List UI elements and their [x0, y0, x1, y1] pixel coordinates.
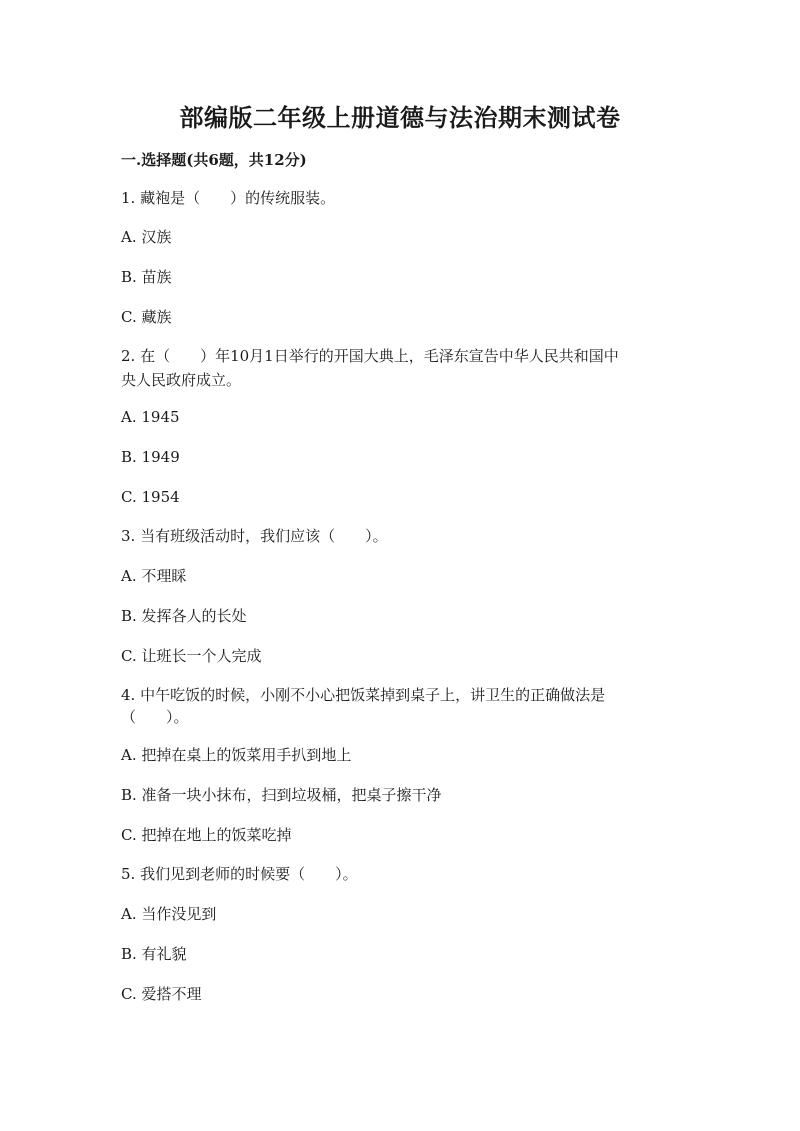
- question-3-option-b: B. 发挥各人的长处: [121, 607, 247, 625]
- question-4-stem-line-2: （ ）。: [121, 708, 189, 726]
- question-5-option-c: C. 爱搭不理: [121, 985, 202, 1003]
- question-5-option-a: A. 当作没见到: [121, 905, 217, 923]
- question-3-option-c: C. 让班长一个人完成: [121, 647, 262, 665]
- page-title: 部编版二年级上册道德与法治期末测试卷: [179, 103, 621, 132]
- question-2-option-b: B. 1949: [121, 448, 180, 466]
- question-3-stem: 3. 当有班级活动时，我们应该（ ）。: [121, 527, 388, 545]
- question-5-option-b: B. 有礼貌: [121, 945, 187, 963]
- question-1-option-b: B. 苗族: [121, 268, 172, 286]
- section-heading: 一.选择题(共6题，共12分): [121, 151, 307, 169]
- question-2-option-a: A. 1945: [121, 408, 180, 426]
- question-1-stem: 1. 藏袍是（ ）的传统服装。: [121, 189, 336, 207]
- question-2-option-c: C. 1954: [121, 488, 180, 506]
- question-1-option-a: A. 汉族: [121, 228, 172, 246]
- question-2-stem-line-1: 2. 在（ ）年10月1日举行的开国大典上，毛泽东宣告中华人民共和国中: [121, 347, 619, 365]
- question-4-option-b: B. 准备一块小抹布，扫到垃圾桶，把桌子擦干净: [121, 786, 442, 804]
- question-4-option-a: A. 把掉在桌上的饭菜用手扒到地上: [121, 746, 352, 764]
- question-4-option-c: C. 把掉在地上的饭菜吃掉: [121, 826, 292, 844]
- question-1-option-c: C. 藏族: [121, 308, 172, 326]
- question-5-stem: 5. 我们见到老师的时候要（ ）。: [121, 865, 358, 883]
- question-3-option-a: A. 不理睬: [121, 567, 187, 585]
- question-2-stem-line-2: 央人民政府成立。: [121, 371, 242, 389]
- question-4-stem-line-1: 4. 中午吃饭的时候，小刚不小心把饭菜掉到桌子上，讲卫生的正确做法是: [121, 686, 606, 704]
